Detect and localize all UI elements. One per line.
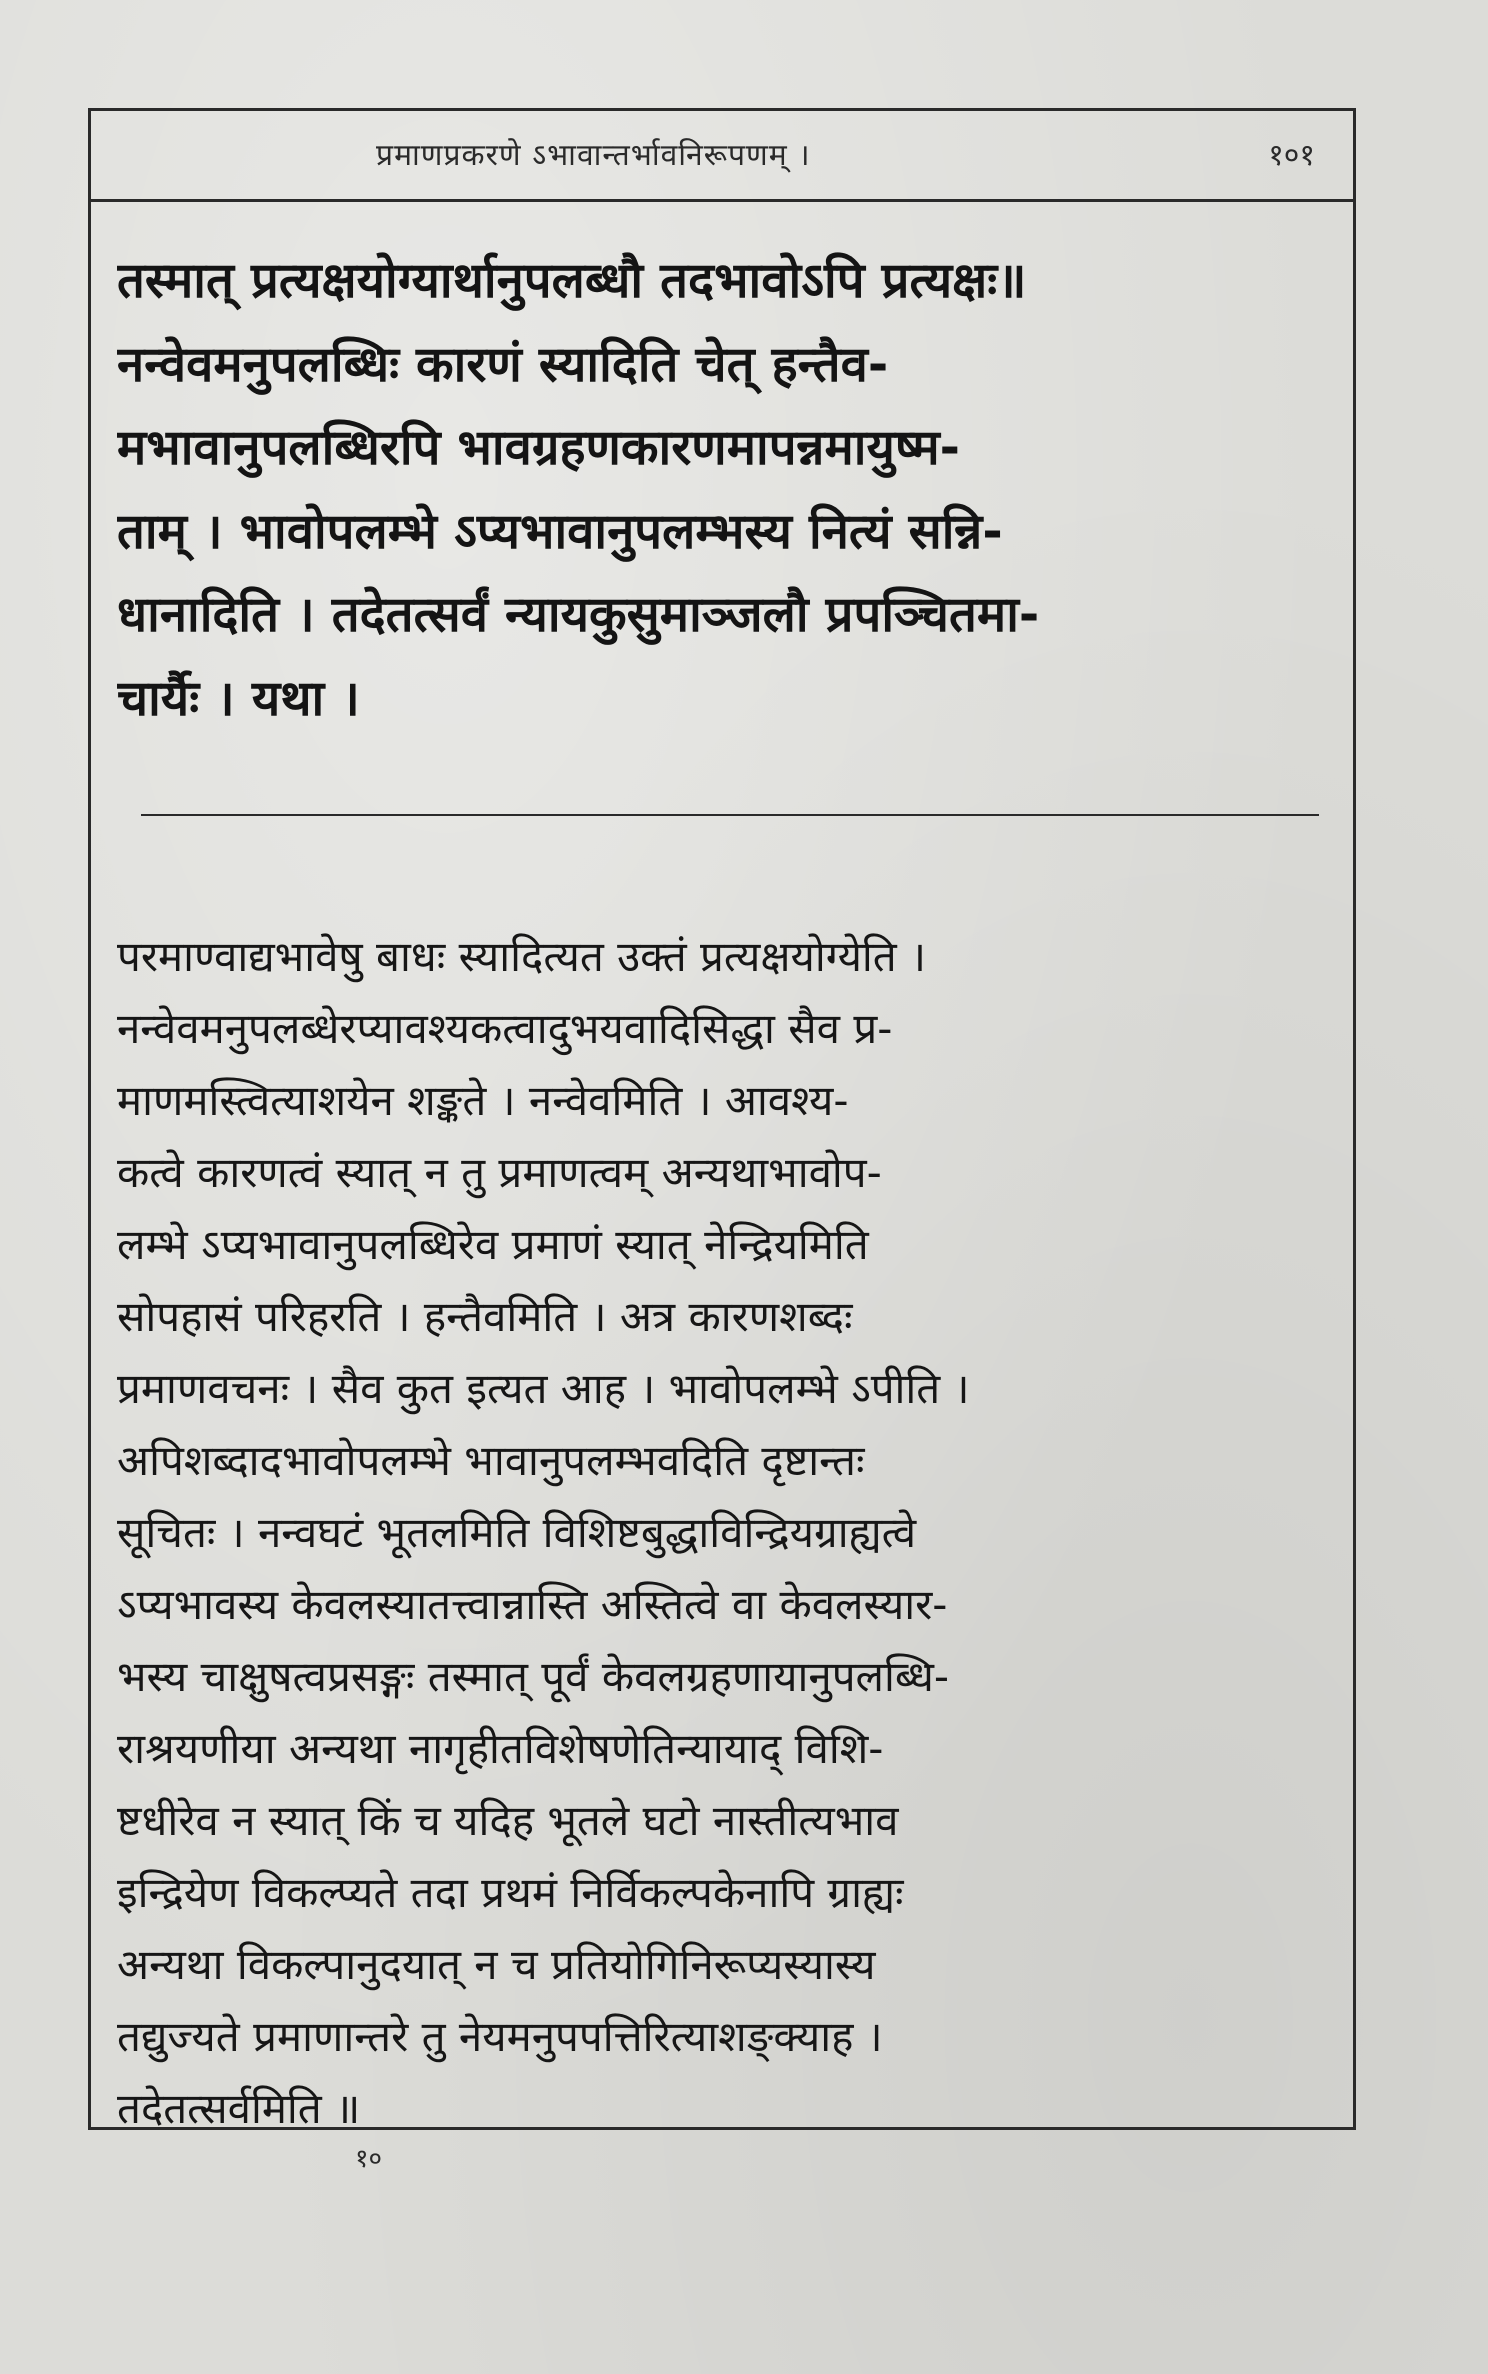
commentary-line: परमाण्वाद्यभावेषु बाधः स्यादित्यत उक्तं प्रत्यक्षयोग्येति । — [117, 932, 927, 981]
commentary-line: माणमस्त्वित्याशयेन शङ्कते । नन्वेवमिति । आवश्य- — [117, 1076, 849, 1125]
commentary-line: अन्यथा विकल्पानुदयात् न च प्रतियोगिनिरूप्यस्यास्य — [117, 1940, 876, 1989]
commentary-line: ऽप्यभावस्य केवलस्यातत्त्वान्नास्ति अस्तित्वे वा केवलस्यार- — [117, 1580, 948, 1629]
running-head: प्रमाणप्रकरणे ऽभावान्तर्भावनिरूपणम् । — [376, 138, 811, 173]
commentary-line: सोपहासं परिहरति । हन्तैवमिति । अत्र कारणशब्दः — [117, 1292, 853, 1341]
commentary-line: भस्य चाक्षुषत्वप्रसङ्गः तस्मात् पूर्वं केवलग्रहणायानुपलब्धि- — [117, 1652, 950, 1701]
commentary-line: लम्भे ऽप्यभावानुपलब्धिरेव प्रमाणं स्यात् नेन्द्रियमिति — [117, 1220, 869, 1269]
main-text-line: ताम् । भावोपलम्भे ऽप्यभावानुपलम्भस्य नित्यं सन्नि- — [117, 502, 1003, 560]
commentary-line: तदेतत्सर्वमिति ॥ — [117, 2084, 361, 2133]
commentary-line: तद्युज्यते प्रमाणान्तरे तु नेयमनुपपत्तिरित्याशङ्क्याह । — [117, 2012, 883, 2061]
main-text-line: धानादिति । तदेतत्सर्वं न्यायकुसुमाञ्जलौ प्रपञ्चितमा- — [117, 586, 1040, 643]
commentary-line: नन्वेवमनुपलब्धेरप्यावश्यकत्वादुभयवादिसिद्धा सैव प्र- — [117, 1004, 893, 1053]
main-text-block — [117, 239, 1327, 740]
commentary-line: कत्वे कारणत्वं स्यात् न तु प्रमाणत्वम् अन्यथाभावोप- — [117, 1148, 882, 1197]
page-frame — [88, 108, 1356, 2133]
section-divider — [141, 814, 1319, 816]
commentary-line: प्रमाणवचनः । सैव कुत इत्यत आह । भावोपलम्भे ऽपीति । — [117, 1364, 970, 1413]
commentary-line: अपिशब्दादभावोपलम्भे भावानुपलम्भवदिति दृष्टान्तः — [117, 1436, 865, 1485]
commentary-line: इन्द्रियेण विकल्प्यते तदा प्रथमं निर्विकल्पकेनापि ग्राह्यः — [117, 1868, 904, 1917]
commentary-block — [117, 921, 1331, 2145]
commentary-line: राश्रयणीया अन्यथा नागृहीतविशेषणेतिन्यायाद् विशि- — [117, 1724, 884, 1773]
signature-mark: १० — [355, 2144, 383, 2174]
main-text-line: नन्वेवमनुपलब्धिः कारणं स्यादिति चेत् हन्तैव- — [117, 335, 889, 393]
main-text-line: तस्मात् प्रत्यक्षयोग्यार्थानुपलब्धौ तदभावोऽपि प्रत्यक्षः॥ — [117, 252, 1027, 309]
commentary-line: ष्टधीरेव न स्यात् किं च यदिह भूतले घटो नास्तीत्यभाव — [117, 1796, 899, 1845]
main-text-line: चार्यैः । यथा । — [117, 669, 360, 727]
page-number: १०१ — [1268, 138, 1315, 173]
commentary-line: सूचितः । नन्वघटं भूतलमिति विशिष्टबुद्धाविन्द्रियग्राह्यत्वे — [117, 1508, 917, 1557]
page-header — [91, 111, 1353, 202]
main-text-line: मभावानुपलब्धिरपि भावग्रहणकारणमापन्नमायुष्म- — [117, 419, 961, 476]
